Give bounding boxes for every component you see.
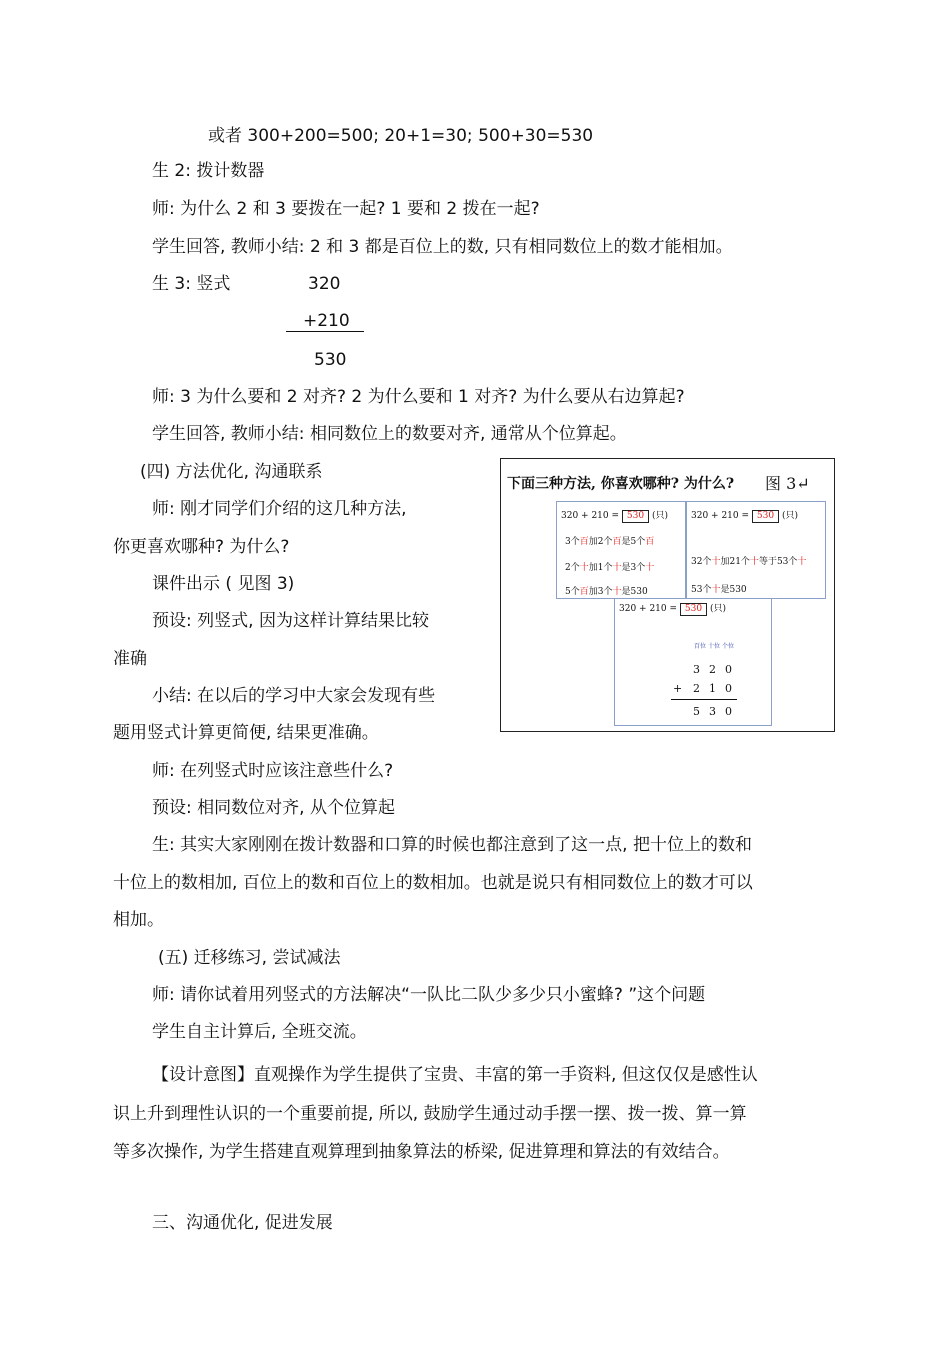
vertical-plus: + [673, 682, 692, 695]
figure-label: 图 3↵ [765, 474, 810, 493]
line-preset-1: 预设: 列竖式, 因为这样计算结果比较 [152, 611, 429, 631]
equation: 320 + 210 = 530 (只) [691, 511, 798, 521]
line-teacher-align: 师: 3 为什么要和 2 对齐? 2 为什么要和 1 对齐? 为什么要从右边算起? [152, 387, 685, 407]
line-teacher-question: 师: 为什么 2 和 3 要拨在一起? 1 要和 2 拨在一起? [152, 199, 540, 219]
line-student2: 生 2: 拨计数器 [152, 161, 265, 181]
design-intent-2: 识上升到理性认识的一个重要前提, 所以, 鼓励学生通过动手摆一摆、拨一拨、算一算 [113, 1104, 747, 1124]
vertical-sum: 530 [693, 705, 741, 718]
line-student-para-3: 相加。 [113, 910, 164, 930]
place-header-hundreds: 百位 [694, 643, 707, 650]
line-which-prefer: 你更喜欢哪种? 为什么? [113, 537, 290, 557]
line-student-para-2: 十位上的数相加, 百位上的数和百位上的数相加。也就是说只有相同数位上的数才可以 [113, 873, 753, 893]
line-preset-2: 预设: 相同数位对齐, 从个位算起 [152, 798, 395, 818]
tens-step-1: 32个十加21个十等于53个十 [691, 557, 807, 567]
oral-step-1: 3个百加2个百是5个百 [565, 537, 655, 547]
section-heading-4: (四) 方法优化, 沟通联系 [140, 462, 323, 482]
method-box-oral [556, 501, 686, 599]
line-show-figure: 课件出示 ( 见图 3) [152, 574, 295, 594]
equation: 320 + 210 = 530 (只) [619, 604, 726, 614]
answer-box: 530 [752, 510, 779, 523]
method-box-vertical [614, 598, 772, 726]
method-box-tens [686, 501, 826, 599]
vertical-num-result: 530 [314, 350, 347, 370]
line-student3: 生 3: 竖式 [152, 274, 231, 294]
section-heading-5: (五) 迁移练习, 尝试减法 [158, 948, 341, 968]
oral-step-2: 2个十加1个十是3个十 [565, 563, 655, 573]
oral-step-3: 5个百加3个十是530 [565, 587, 648, 597]
section-heading-3: 三、沟通优化, 促进发展 [152, 1213, 333, 1233]
line-preset-1-cont: 准确 [113, 649, 147, 669]
answer-box: 530 [680, 603, 707, 616]
line-teacher-attention: 师: 在列竖式时应该注意些什么? [152, 761, 394, 781]
line-alt-calc: 或者 300+200=500; 20+1=30; 500+30=530 [208, 126, 594, 146]
line-exchange: 学生自主计算后, 全班交流。 [152, 1022, 367, 1042]
line-teacher-methods: 师: 刚才同学们介绍的这几种方法, [152, 499, 407, 519]
figure-3 [500, 458, 835, 732]
vertical-addend-2: 210 [693, 682, 741, 695]
figure-title: 下面三种方法, 你喜欢哪种? 为什么? [507, 476, 735, 492]
line-teacher-subtraction: 师: 请你试着用列竖式的方法解决“一队比二队少多少只小蜜蜂? ”这个问题 [152, 985, 706, 1005]
line-summary-3: 小结: 在以后的学习中大家会发现有些 [152, 686, 436, 706]
vertical-num-addend: +210 [286, 311, 364, 332]
line-summary-1: 学生回答, 教师小结: 2 和 3 都是百位上的数, 只有相同数位上的数才能相加。 [152, 237, 733, 257]
design-intent-3: 等多次操作, 为学生搭建直观算理到抽象算法的桥梁, 促进算理和算法的有效结合。 [113, 1142, 730, 1162]
vertical-addend-1: 320 [693, 663, 741, 676]
line-summary-3-cont: 题用竖式计算更简便, 结果更准确。 [113, 723, 379, 743]
line-summary-2: 学生回答, 教师小结: 相同数位上的数要对齐, 通常从个位算起。 [152, 424, 627, 444]
line-student-para-1: 生: 其实大家刚刚在拨计数器和口算的时候也都注意到了这一点, 把十位上的数和 [152, 835, 752, 855]
place-header-ones: 个位 [722, 643, 735, 650]
vertical-line [671, 699, 737, 700]
equation: 320 + 210 = 530 (只) [561, 511, 668, 521]
vertical-num-top: 320 [308, 274, 341, 294]
tens-step-2: 53个十是530 [691, 585, 747, 595]
design-intent-1: 【设计意图】直观操作为学生提供了宝贵、丰富的第一手资料, 但这仅仅是感性认 [152, 1065, 758, 1085]
place-header-tens: 十位 [708, 643, 721, 650]
answer-box: 530 [622, 510, 649, 523]
